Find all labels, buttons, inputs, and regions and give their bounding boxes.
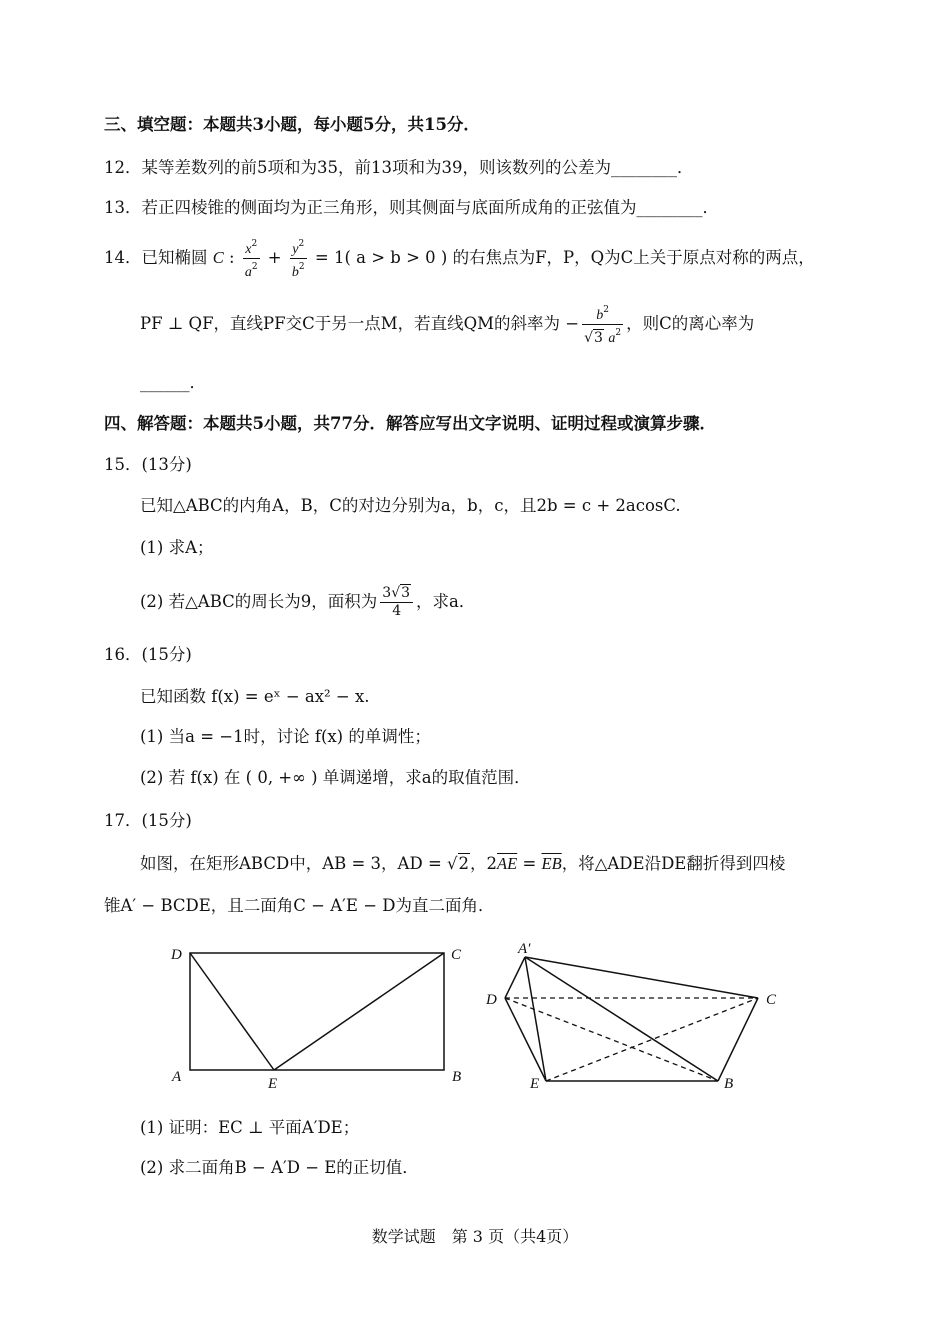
q14-lead: 已知椭圆 xyxy=(141,248,208,267)
q15-part2 xyxy=(140,582,475,622)
q17-stem-c: ，将△ADE沿DE翻折得到四棱 xyxy=(561,854,786,873)
figure-pyramid xyxy=(485,941,777,1092)
fig1-label-E: E xyxy=(268,1076,278,1092)
fraction-y2-b2: $\frac{y^2}{b^2}$ xyxy=(290,236,307,281)
fig1-label-A: A xyxy=(172,1069,182,1085)
fraction-x2-a2: $\frac{x^2}{a^2}$ xyxy=(243,236,260,281)
fig2-label-C: C xyxy=(766,992,777,1008)
fig2-label-B: B xyxy=(724,1076,734,1092)
q16-part1: (1) 当a = −1时，讨论 f(x) 的单调性； xyxy=(140,727,431,746)
question-12: 12．某等差数列的前5项和为35，前13项和为39，则该数列的公差为________． xyxy=(104,158,694,177)
q14-ellipse-condition: = 1( a > b > 0 ) 的右焦点为F，P，Q为C上关于原点对称的两点， xyxy=(314,248,815,267)
q15-part2-a: (2) 若△ABC的周长为9，面积为 xyxy=(140,592,378,611)
q17-stem-b: ，2 xyxy=(470,854,498,873)
q16-header: 16．(15分) xyxy=(104,645,192,664)
page-footer: 数学试题 第 3 页（共4页） xyxy=(371,1227,579,1246)
fig1-label-D: D xyxy=(171,947,182,963)
q17-stem-line2: 锥A′ − BCDE，且二面角C − A′E − D为直二面角． xyxy=(104,896,495,915)
q17-figures xyxy=(160,935,840,1095)
q17-part1: (1) 证明：EC ⊥ 平面A′DE； xyxy=(140,1118,360,1137)
fig1-label-C: C xyxy=(451,947,462,963)
fig2-label-D: D xyxy=(486,992,497,1008)
fraction-slope: $\frac{b^2}{√3 a^2}$ xyxy=(582,302,623,347)
q14-blank: ______． xyxy=(140,373,206,392)
q17-header: 17．(15分) xyxy=(104,811,192,830)
q16-part2: (2) 若 f(x) 在 ( 0, +∞ ) 单调递增，求a的取值范围． xyxy=(140,768,531,787)
fig1-label-B: B xyxy=(452,1069,462,1085)
q17-stem-a: 如图，在矩形ABCD中，AB = 3，AD = xyxy=(140,854,448,873)
q15-part2-b: ，求a． xyxy=(416,592,476,611)
q15-stem: 已知△ABC的内角A，B，C的对边分别为a，b，c，且2b = c + 2acosC. xyxy=(140,496,681,515)
fig2-label-Aprime: A′ xyxy=(518,941,531,957)
section3-heading: 三、填空题：本题共3小题，每小题5分，共15分． xyxy=(104,115,480,134)
fig2-label-E: E xyxy=(530,1076,540,1092)
q17-part2: (2) 求二面角B − A′D − E的正切值． xyxy=(140,1158,419,1177)
q15-header: 15．(13分) xyxy=(104,455,192,474)
q14-line2b: ，则C的离心率为 xyxy=(626,314,755,333)
question-14-line2: PF ⊥ QF，直线PF交C于另一点M，若直线QM的斜率为 − $\frac{b^2}{√3 a^2}$ ，则C的离心率为 xyxy=(140,302,754,347)
section4-heading: 四、解答题：本题共5小题，共77分．解答应写出文字说明、证明过程或演算步骤． xyxy=(104,414,716,433)
q17-stem-line1: 如图，在矩形ABCD中，AB = 3，AD = √2，$2\overline{AE} = \overline{EB}$，将△ADE沿DE翻折得到四棱 xyxy=(140,854,786,873)
q15-part1: (1) 求A； xyxy=(140,538,214,557)
question-13: 13．若正四棱锥的侧面均为正三角形，则其侧面与底面所成角的正弦值为________． xyxy=(104,198,719,217)
q14-number: 14． xyxy=(104,248,142,267)
question-14-line1: 14．已知椭圆 C : $\frac{x^2}{a^2}$ + $\frac{y^2}{b^2}$ = 1( a > b > 0 ) 的右焦点为F，P，Q为C上关于原点对称的两点， xyxy=(104,236,815,281)
q16-stem: 已知函数 f(x) = eˣ − ax² − x. xyxy=(140,687,370,706)
q14-line2a: PF ⊥ QF，直线PF交C于另一点M，若直线QM的斜率为 xyxy=(140,314,561,333)
fraction-3sqrt3-4: $\frac{3√3}{4}$ xyxy=(380,585,413,620)
figure-rectangle xyxy=(170,947,462,1092)
